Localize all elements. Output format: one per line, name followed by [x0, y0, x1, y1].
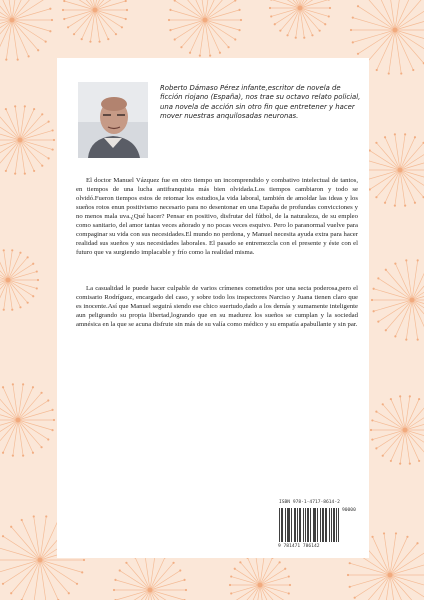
synopsis-paragraph-1: El doctor Manuel Vázquez fue en otro tiempo un incomprendido y combativo intelectual de tantos, en tiempos de una lucha antifranquista más bien olvidada.Los tiempos cambiaron y todo se olvidó.Fueron tiempos estos de retomar los estudios,la vida laboral, también de amoldar las ideas y los sueños rotos enun positivismo necesario para no desentonar en una España de profundas convicciones y no menos mala uva.¿Qué hacer? Pensar en positivo, disfrutar del fútbol, de la naturaleza, de su empleo como sanitario, del amor tantas veces añorado y no pocas veces esquivo. Pero lo paranormal vuelve para compaginar su vida con sus necesidades.El mundo no perdona, y Manuel necesita ayuda extra para hacer realidad sus sueños y sus necesidades laborales. El pasado se entremezcla con el presente y éste con el futuro que va surgiendo implacable y frío como la realidad misma. [76, 177, 358, 256]
synopsis-paragraph-2: La casualidad le puede hacer culpable de varios crímenes cometidos por una secta poderosa,pero el comisario Rodríguez, encargado del caso, y sobre todo los inspectores Narciso y Juana tienen claro que es inocente.Así que Manuel seguirá siendo ese chico suertudo,dado a los demás y sumamente inteligente aun peligrando su propia libertad,logrando que en su madurez los sueños se cumplan y la sociedad amnésica en la que se acuna disfrute sin más de su valía como médico y su empatía apabullante y sin par. [76, 285, 358, 328]
author-bio: Roberto Dámaso Pérez infante,escritor de novela de ficción riojano (España), nos trae su octavo relato policial, una novela de acción sin otro fin que entretener y hacer mover nuestras anquilosadas neuronas. [160, 84, 361, 121]
isbn-barcode-block [278, 500, 366, 552]
price-code: 90000 [342, 508, 356, 513]
author-photo [78, 82, 148, 158]
barcode-digits: 9 781471 786142 [278, 544, 320, 549]
isbn-label: ISBN 978-1-4717-8614-2 [279, 500, 340, 505]
barcode [279, 508, 341, 544]
